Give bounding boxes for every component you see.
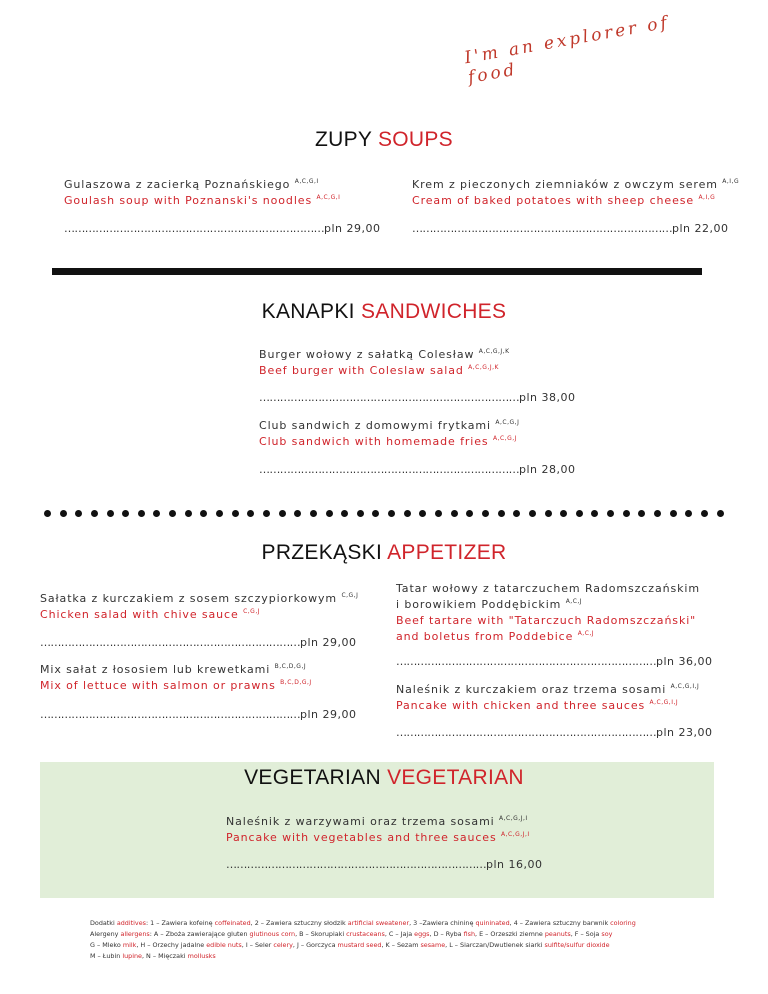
appetizer-price-beef-tartare: …………………………………………………………………pln 36,00: [396, 655, 713, 668]
vegetarian-heading-pl: VEGETARIAN: [244, 766, 381, 789]
item-name-pl: Mix sałat z łososiem lub krewetkami $^{B,C,D,G,J}$: [40, 663, 307, 676]
divider-dot: [607, 510, 614, 517]
divider-dot: [638, 510, 645, 517]
divider-dot: [685, 510, 692, 517]
sandwich-item-club: [259, 418, 519, 450]
appetizer-item-chicken-pancake: [396, 682, 699, 714]
divider-dot: [91, 510, 98, 517]
divider-dot: [435, 510, 442, 517]
appetizer-item-salmon-mix: [40, 662, 312, 694]
item-name-en: Goulash soup with Poznanski's noodles $^{A,C,G,I}$: [64, 194, 341, 207]
divider-dot: [701, 510, 708, 517]
allergens-line-2: G – Mleko milk, H – Orzechy jadalne edible nuts, I – Seler celery, J – Gorczyca mustard seed, K – Sezam sesame, L – Siarczan/Dwutlenek siarki sulfite/sulfur dioxide: [90, 941, 610, 949]
divider-dot: [529, 510, 536, 517]
divider-dot: [372, 510, 379, 517]
appetizer-price-salmon-mix: …………………………………………………………………pln 29,00: [40, 708, 357, 721]
divider-dot: [513, 510, 520, 517]
soup-price-potato-cream: …………………………………………………………………pln 22,00: [412, 222, 729, 235]
divider-dot: [357, 510, 364, 517]
item-name-pl-line2: i borowikiem Poddębickim $^{A,C,J}$: [396, 598, 583, 611]
divider-dot: [169, 510, 176, 517]
soups-heading: [0, 128, 768, 152]
divider-dot: [44, 510, 51, 517]
soup-price-goulash: …………………………………………………………………pln 29,00: [64, 222, 381, 235]
appetizer-price-chicken-salad: …………………………………………………………………pln 29,00: [40, 636, 357, 649]
allergens-line-3: M – Łubin lupine, N – Mięczaki mollusks: [90, 952, 216, 960]
item-name-en: Cream of baked potatoes with sheep cheese $^{A,I,G}$: [412, 194, 716, 207]
appetizer-item-chicken-salad: [40, 591, 358, 623]
sandwiches-heading: [0, 300, 768, 324]
item-name-pl: Naleśnik z warzywami oraz trzema sosami $^{A,C,G,J,I}$: [226, 815, 528, 828]
soup-item-goulash: [64, 177, 340, 209]
soups-heading-pl: ZUPY: [315, 128, 372, 151]
divider-dot: [200, 510, 207, 517]
divider-dot: [623, 510, 630, 517]
allergen-legend: [90, 918, 730, 962]
divider-dot: [279, 510, 286, 517]
item-name-pl: Gulaszowa z zacierką Poznańskiego $^{A,C,G,I}$: [64, 178, 319, 191]
divider-dot: [232, 510, 239, 517]
item-name-en: Beef burger with Coleslaw salad $^{A,C,G,J,K}$: [259, 364, 499, 377]
appetizers-heading-pl: PRZEKĄSKI: [261, 541, 383, 564]
divider-dot: [294, 510, 301, 517]
item-name-pl: Sałatka z kurczakiem z sosem szczypiorkowym $^{C,G,J}$: [40, 592, 359, 605]
appetizer-item-beef-tartare: [396, 581, 700, 645]
item-name-pl: Tatar wołowy z tatarczuchem Radomszczańskim: [396, 582, 700, 595]
section-divider-dots: [44, 505, 724, 521]
allergens-line-1: Alergeny allergens: A – Zboża zawierające gluten glutinous corn, B – Skorupiaki crustaceans, C – Jaja eggs, D – Ryba fish, E – Orzeszki ziemne peanuts, F – Soja soy: [90, 930, 613, 938]
section-divider-bar: [52, 268, 702, 275]
sandwiches-heading-en: SANDWICHES: [360, 300, 507, 323]
divider-dot: [466, 510, 473, 517]
item-name-pl: Club sandwich z domowymi frytkami $^{A,C,G,J}$: [259, 419, 520, 432]
divider-dot: [404, 510, 411, 517]
appetizers-heading-en: APPETIZER: [387, 541, 507, 564]
item-name-en-line2: and boletus from Poddebice $^{A,C,J}$: [396, 630, 595, 643]
divider-dot: [153, 510, 160, 517]
item-name-en: Club sandwich with homemade fries $^{A,C,G,J}$: [259, 435, 517, 448]
divider-dot: [247, 510, 254, 517]
divider-dot: [216, 510, 223, 517]
sandwiches-heading-pl: KANAPKI: [261, 300, 355, 323]
item-name-pl: Naleśnik z kurczakiem oraz trzema sosami $^{A,C,G,I,J}$: [396, 683, 700, 696]
additives-line: Dodatki additives: 1 – Zawiera kofeinę coffeinated, 2 – Zawiera sztuczny słodzik artificial sweatener, 3 –Zawiera chininę quininated, 4 – Zawiera sztuczny barwnik coloring: [90, 919, 636, 927]
divider-dot: [107, 510, 114, 517]
sandwich-price-club: …………………………………………………………………pln 28,00: [259, 463, 576, 476]
item-name-en: Mix of lettuce with salmon or prawns $^{B,C,D,G,J}$: [40, 679, 312, 692]
divider-dot: [717, 510, 724, 517]
divider-dot: [263, 510, 270, 517]
divider-dot: [591, 510, 598, 517]
item-name-en: Beef tartare with "Tatarczuch Radomszczański": [396, 614, 697, 627]
divider-dot: [388, 510, 395, 517]
appetizers-heading: [0, 541, 768, 565]
divider-dot: [122, 510, 129, 517]
divider-dot: [560, 510, 567, 517]
divider-dot: [138, 510, 145, 517]
divider-dot: [326, 510, 333, 517]
tagline: I'm an explorer of food: [463, 12, 672, 88]
sandwich-item-burger: [259, 347, 510, 379]
divider-dot: [419, 510, 426, 517]
divider-dot: [654, 510, 661, 517]
item-name-en: Pancake with chicken and three sauces $^{A,C,G,I,J}$: [396, 699, 679, 712]
appetizer-price-chicken-pancake: …………………………………………………………………pln 23,00: [396, 726, 713, 739]
divider-dot: [545, 510, 552, 517]
item-name-en: Chicken salad with chive sauce $^{C,G,J}$: [40, 608, 261, 621]
vegetarian-price-vegetable-pancake: …………………………………………………………………pln 16,00: [226, 858, 543, 871]
sandwich-price-burger: …………………………………………………………………pln 38,00: [259, 391, 576, 404]
vegetarian-heading: [0, 766, 768, 790]
divider-dot: [576, 510, 583, 517]
vegetarian-heading-en: VEGETARIAN: [387, 766, 524, 789]
divider-dot: [185, 510, 192, 517]
divider-dot: [75, 510, 82, 517]
divider-dot: [310, 510, 317, 517]
divider-dot: [482, 510, 489, 517]
item-name-pl: Burger wołowy z sałatką Colesław $^{A,C,G,J,K}$: [259, 348, 510, 361]
divider-dot: [451, 510, 458, 517]
divider-dot: [341, 510, 348, 517]
divider-dot: [60, 510, 67, 517]
divider-dot: [498, 510, 505, 517]
soup-item-potato-cream: [412, 177, 739, 209]
item-name-en: Pancake with vegetables and three sauces $^{A,C,G,J,I}$: [226, 831, 530, 844]
divider-dot: [670, 510, 677, 517]
item-name-pl: Krem z pieczonych ziemniaków z owczym serem $^{A,I,G}$: [412, 178, 740, 191]
soups-heading-en: SOUPS: [377, 128, 453, 151]
vegetarian-item-vegetable-pancake: [226, 814, 530, 846]
